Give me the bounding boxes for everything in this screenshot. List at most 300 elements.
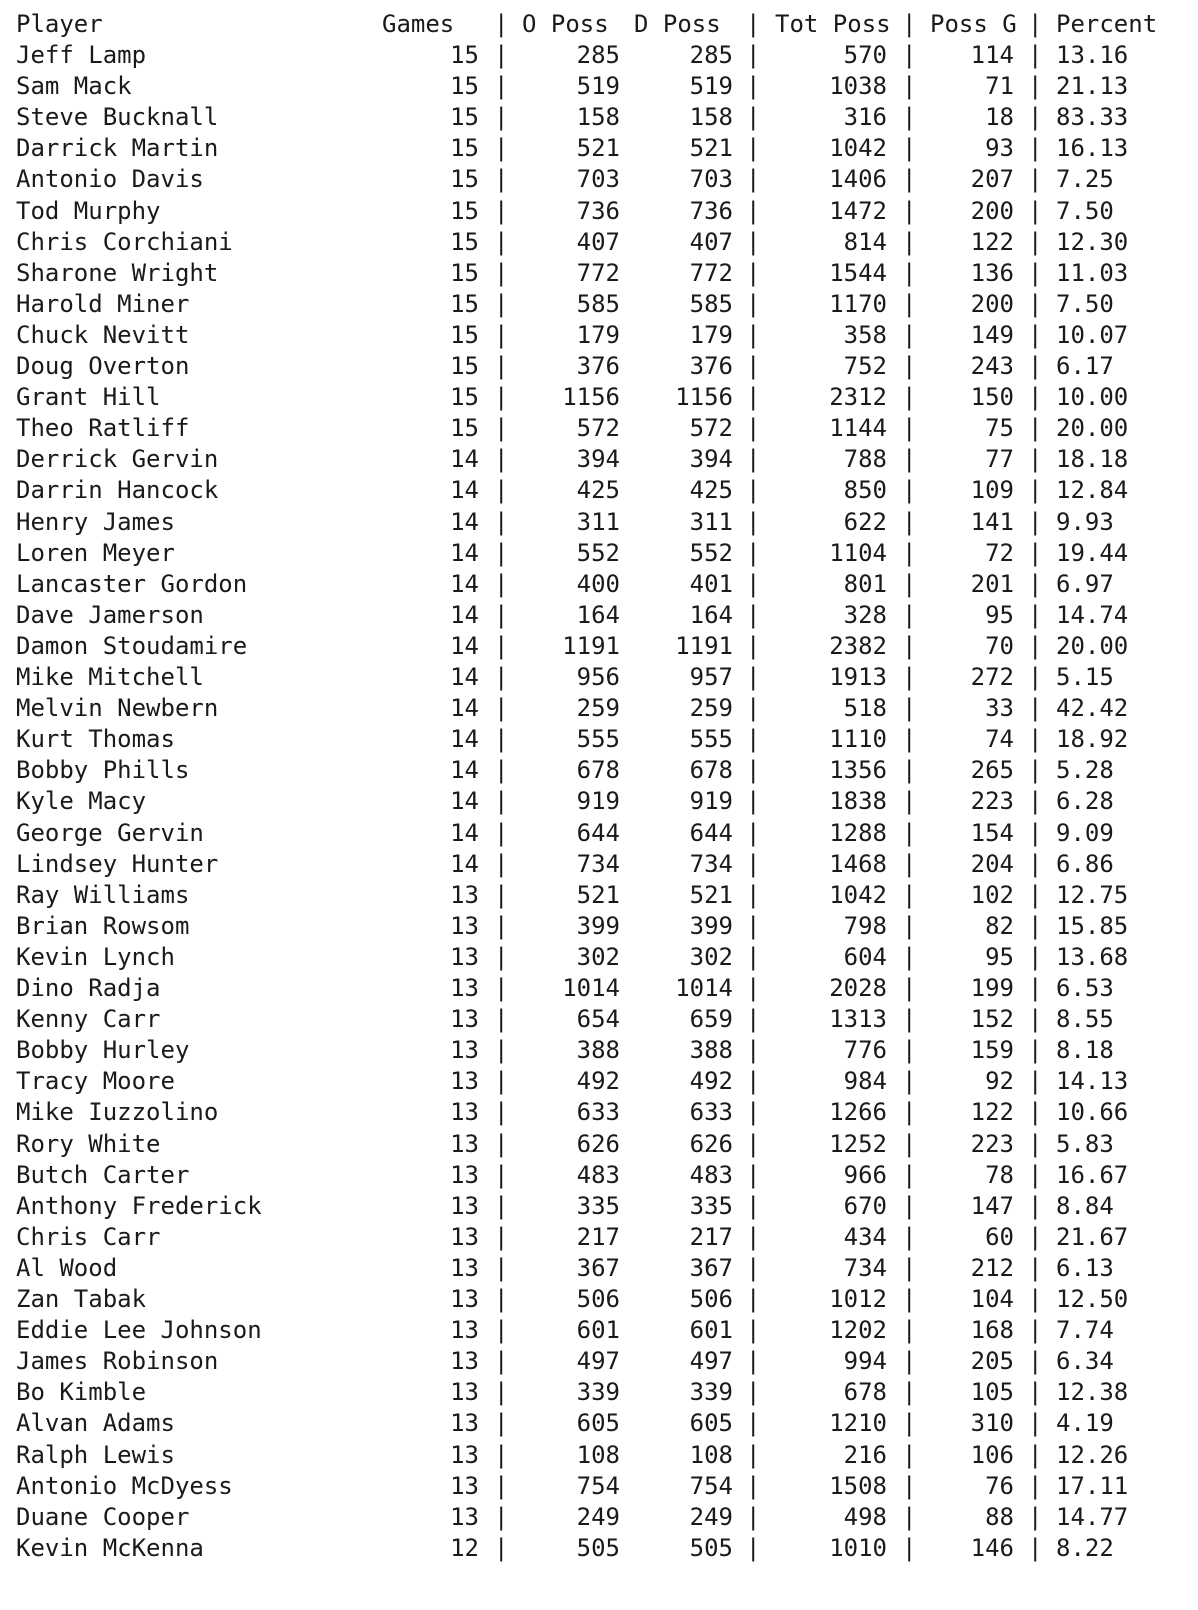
o-poss-value: 388 (576, 1036, 620, 1065)
column-separator: | (902, 103, 917, 132)
column-separator: | (494, 1409, 509, 1438)
column-separator: | (1028, 1129, 1043, 1158)
o-poss-value: 585 (576, 289, 620, 318)
column-separator: | (746, 414, 761, 443)
column-separator: | (494, 383, 509, 412)
table-row (0, 1377, 1198, 1408)
games-value: 14 (450, 725, 479, 754)
column-separator: | (1028, 258, 1043, 287)
percent-value: 7.50 (1056, 289, 1114, 318)
column-separator: | (1028, 1160, 1043, 1189)
player-name: Alvan Adams (16, 1409, 175, 1438)
table-row (0, 755, 1198, 786)
table-row (0, 849, 1198, 880)
tot-poss-value: 1288 (829, 818, 887, 847)
d-poss-value: 572 (689, 414, 733, 443)
d-poss-value: 957 (689, 663, 733, 691)
column-separator: | (494, 1005, 509, 1034)
percent-value: 8.18 (1056, 1036, 1114, 1065)
column-separator: | (1028, 41, 1043, 69)
column-separator: | (1028, 1005, 1043, 1034)
o-poss-value: 285 (576, 41, 620, 69)
column-separator: | (494, 756, 509, 785)
d-poss-value: 285 (689, 41, 733, 69)
games-value: 15 (450, 289, 479, 318)
player-name: Brian Rowsom (16, 911, 190, 940)
table-row (0, 569, 1198, 600)
column-separator: | (902, 694, 917, 723)
percent-value: 8.84 (1056, 1191, 1114, 1220)
d-poss-value: 311 (689, 507, 733, 536)
tot-poss-value: 328 (843, 600, 887, 629)
table-row (0, 818, 1198, 849)
player-name: Jeff Lamp (16, 41, 147, 69)
o-poss-value: 158 (576, 103, 620, 132)
percent-value: 6.28 (1056, 787, 1114, 816)
tot-poss-value: 1468 (829, 849, 887, 878)
column-separator: | (746, 1316, 761, 1345)
column-separator: | (746, 787, 761, 816)
o-poss-value: 376 (576, 352, 620, 380)
column-separator: | (902, 1098, 917, 1127)
player-name: Henry James (16, 507, 175, 536)
games-value: 14 (450, 476, 479, 505)
table-row (0, 942, 1198, 973)
column-separator: | (494, 103, 509, 132)
poss-g-value: 205 (970, 1347, 1014, 1376)
games-value: 13 (450, 1129, 479, 1158)
player-name: Damon Stoudamire (16, 631, 248, 660)
column-separator: | (494, 445, 509, 474)
column-separator: | (494, 631, 509, 660)
column-separator: | (902, 1533, 917, 1562)
percent-value: 10.00 (1056, 383, 1129, 412)
column-separator: | (1028, 383, 1043, 412)
games-value: 15 (450, 320, 479, 349)
table-row (0, 1471, 1198, 1502)
o-poss-value: 919 (576, 787, 620, 816)
column-separator: | (746, 818, 761, 847)
tot-poss-value: 670 (843, 1191, 887, 1220)
column-separator: | (746, 476, 761, 505)
d-poss-value: 626 (689, 1129, 733, 1158)
percent-value: 12.75 (1056, 880, 1129, 909)
column-separator: | (494, 1160, 509, 1189)
column-separator: | (1028, 880, 1043, 909)
tot-poss-value: 801 (843, 569, 887, 598)
column-separator: | (494, 507, 509, 536)
d-poss-value: 659 (689, 1005, 733, 1034)
tot-poss-value: 498 (843, 1502, 887, 1531)
column-separator: | (494, 289, 509, 318)
percent-value: 21.67 (1056, 1222, 1129, 1251)
o-poss-value: 339 (576, 1378, 620, 1407)
column-separator: | (494, 1378, 509, 1407)
table-row (0, 102, 1198, 133)
games-value: 12 (450, 1533, 479, 1562)
player-name: Loren Meyer (16, 538, 175, 567)
table-row (0, 320, 1198, 351)
o-poss-value: 497 (576, 1347, 620, 1376)
player-name: Theo Ratliff (16, 414, 190, 443)
tot-poss-value: 984 (843, 1067, 887, 1096)
column-separator: | (494, 1253, 509, 1282)
column-separator: | (746, 1253, 761, 1282)
column-separator: | (1028, 756, 1043, 785)
percent-value: 20.00 (1056, 414, 1129, 443)
column-separator: | (902, 1067, 917, 1096)
tot-poss-value: 850 (843, 476, 887, 505)
o-poss-value: 633 (576, 1098, 620, 1127)
player-name: George Gervin (16, 818, 204, 847)
tot-poss-value: 570 (843, 41, 887, 69)
games-value: 13 (450, 880, 479, 909)
poss-g-value: 204 (970, 849, 1014, 878)
tot-poss-value: 2382 (829, 631, 887, 660)
column-separator: | (746, 1005, 761, 1034)
games-value: 14 (450, 445, 479, 474)
d-poss-value: 772 (689, 258, 733, 287)
percent-value: 5.28 (1056, 756, 1114, 785)
poss-g-value: 150 (970, 383, 1014, 412)
column-separator: | (746, 1191, 761, 1220)
column-separator: | (494, 818, 509, 847)
column-separator: | (494, 600, 509, 629)
tot-poss-value: 1038 (829, 72, 887, 101)
table-row (0, 444, 1198, 475)
percent-value: 8.55 (1056, 1005, 1114, 1034)
games-value: 15 (450, 383, 479, 412)
column-separator: | (902, 1253, 917, 1282)
column-separator: | (1028, 1502, 1043, 1531)
player-name: Melvin Newbern (16, 694, 219, 723)
column-separator: | (902, 725, 917, 754)
percent-value: 7.50 (1056, 196, 1114, 225)
column-separator: | (494, 1316, 509, 1345)
column-separator: | (746, 631, 761, 660)
column-separator: | (746, 1502, 761, 1531)
column-separator: | (902, 818, 917, 847)
table-row (0, 1284, 1198, 1315)
column-separator: | (1028, 227, 1043, 256)
column-separator: | (1028, 445, 1043, 474)
d-poss-value: 555 (689, 725, 733, 754)
column-separator: | (902, 134, 917, 163)
column-separator: | (902, 538, 917, 567)
column-separator: | (902, 1440, 917, 1469)
player-name: Eddie Lee Johnson (16, 1316, 262, 1345)
tot-poss-value: 1110 (829, 725, 887, 754)
o-poss-value: 425 (576, 476, 620, 505)
o-poss-value: 179 (576, 320, 620, 349)
column-separator: | (1028, 289, 1043, 318)
games-value: 15 (450, 41, 479, 69)
player-name: Dave Jamerson (16, 600, 204, 629)
tot-poss-value: 316 (843, 103, 887, 132)
header-tot-poss: Tot Poss (775, 10, 891, 38)
d-poss-value: 1191 (675, 631, 733, 660)
table-row (0, 413, 1198, 444)
percent-value: 9.09 (1056, 818, 1114, 847)
d-poss-value: 552 (689, 538, 733, 567)
player-name: Butch Carter (16, 1160, 190, 1189)
column-separator: | (746, 756, 761, 785)
percent-value: 8.22 (1056, 1533, 1114, 1562)
tot-poss-value: 1544 (829, 258, 887, 287)
column-separator: | (1028, 1471, 1043, 1500)
poss-g-value: 141 (970, 507, 1014, 536)
o-poss-value: 956 (576, 663, 620, 691)
table-row (0, 507, 1198, 538)
column-separator: | (494, 320, 509, 349)
tot-poss-value: 1313 (829, 1005, 887, 1034)
percent-value: 16.13 (1056, 134, 1129, 163)
column-separator: | (1028, 538, 1043, 567)
o-poss-value: 601 (576, 1316, 620, 1345)
column-separator: | (1028, 600, 1043, 629)
d-poss-value: 585 (689, 289, 733, 318)
player-name: Mike Mitchell (16, 663, 204, 691)
d-poss-value: 483 (689, 1160, 733, 1189)
d-poss-value: 399 (689, 911, 733, 940)
percent-value: 17.11 (1056, 1471, 1129, 1500)
o-poss-value: 399 (576, 911, 620, 940)
tot-poss-value: 1838 (829, 787, 887, 816)
column-separator: | (1028, 352, 1043, 380)
games-value: 13 (450, 974, 479, 1002)
percent-value: 5.15 (1056, 663, 1114, 691)
games-value: 13 (450, 1285, 479, 1313)
games-value: 13 (450, 1347, 479, 1376)
o-poss-value: 302 (576, 942, 620, 971)
d-poss-value: 164 (689, 600, 733, 629)
column-separator: | (902, 196, 917, 225)
o-poss-value: 108 (576, 1440, 620, 1469)
o-poss-value: 483 (576, 1160, 620, 1189)
column-separator: | (494, 1222, 509, 1251)
column-separator: | (1028, 72, 1043, 101)
games-value: 13 (450, 1502, 479, 1531)
games-value: 15 (450, 165, 479, 194)
column-separator: | (746, 725, 761, 754)
table-row (0, 662, 1198, 693)
o-poss-value: 605 (576, 1409, 620, 1438)
player-name: Al Wood (16, 1253, 118, 1282)
player-name: Anthony Frederick (16, 1191, 262, 1220)
column-separator: | (902, 258, 917, 287)
player-name: Antonio McDyess (16, 1471, 233, 1500)
column-separator: | (1028, 1347, 1043, 1376)
poss-g-value: 60 (985, 1222, 1014, 1251)
tot-poss-value: 966 (843, 1160, 887, 1189)
percent-value: 15.85 (1056, 911, 1129, 940)
tot-poss-value: 434 (843, 1222, 887, 1251)
column-separator: | (902, 1129, 917, 1158)
column-separator: | (902, 1502, 917, 1531)
column-separator: | (494, 911, 509, 940)
player-name: Kyle Macy (16, 787, 147, 816)
percent-value: 14.13 (1056, 1067, 1129, 1096)
percent-value: 42.42 (1056, 694, 1129, 723)
o-poss-value: 505 (576, 1533, 620, 1562)
column-separator: | (902, 756, 917, 785)
column-separator: | (902, 320, 917, 349)
o-poss-value: 772 (576, 258, 620, 287)
column-separator: | (494, 880, 509, 909)
poss-g-value: 207 (970, 165, 1014, 194)
d-poss-value: 492 (689, 1067, 733, 1096)
column-separator: | (494, 1347, 509, 1376)
percent-value: 12.84 (1056, 476, 1129, 505)
column-separator: | (1028, 1222, 1043, 1251)
d-poss-value: 505 (689, 1533, 733, 1562)
games-value: 14 (450, 818, 479, 847)
percent-value: 6.17 (1056, 352, 1114, 380)
games-value: 14 (450, 600, 479, 629)
column-separator: | (1028, 196, 1043, 225)
column-separator: | (902, 600, 917, 629)
tot-poss-value: 776 (843, 1036, 887, 1065)
player-name: Ray Williams (16, 880, 190, 909)
o-poss-value: 407 (576, 227, 620, 256)
column-separator: | (494, 538, 509, 567)
player-name: Grant Hill (16, 383, 161, 412)
percent-value: 12.30 (1056, 227, 1129, 256)
column-separator: | (746, 227, 761, 256)
percent-value: 6.34 (1056, 1347, 1114, 1376)
games-value: 13 (450, 1316, 479, 1345)
column-separator: | (1028, 631, 1043, 660)
header-o-poss: O Poss (522, 10, 609, 38)
column-separator: | (494, 196, 509, 225)
column-separator: | (1028, 1191, 1043, 1220)
poss-g-value: 72 (985, 538, 1014, 567)
column-separator: | (902, 1471, 917, 1500)
poss-g-value: 104 (970, 1285, 1014, 1313)
games-value: 15 (450, 227, 479, 256)
column-separator: | (746, 10, 761, 38)
column-separator: | (1028, 974, 1043, 1002)
tot-poss-value: 604 (843, 942, 887, 971)
column-separator: | (746, 1036, 761, 1065)
d-poss-value: 601 (689, 1316, 733, 1345)
table-row (0, 133, 1198, 164)
d-poss-value: 108 (689, 1440, 733, 1469)
d-poss-value: 425 (689, 476, 733, 505)
games-value: 13 (450, 1222, 479, 1251)
column-separator: | (746, 600, 761, 629)
column-separator: | (746, 849, 761, 878)
column-separator: | (1028, 103, 1043, 132)
percent-value: 13.16 (1056, 41, 1129, 69)
column-separator: | (746, 1098, 761, 1127)
d-poss-value: 506 (689, 1285, 733, 1313)
player-name: Dino Radja (16, 974, 161, 1002)
column-separator: | (494, 476, 509, 505)
column-separator: | (494, 72, 509, 101)
o-poss-value: 644 (576, 818, 620, 847)
tot-poss-value: 358 (843, 320, 887, 349)
table-row (0, 289, 1198, 320)
d-poss-value: 519 (689, 72, 733, 101)
poss-g-value: 82 (985, 911, 1014, 940)
column-separator: | (1028, 1316, 1043, 1345)
column-separator: | (746, 1129, 761, 1158)
column-separator: | (902, 1316, 917, 1345)
games-value: 14 (450, 569, 479, 598)
player-name: Harold Miner (16, 289, 190, 318)
player-name: Rory White (16, 1129, 161, 1158)
games-value: 13 (450, 942, 479, 971)
player-name: Darrin Hancock (16, 476, 219, 505)
games-value: 13 (450, 1067, 479, 1096)
table-row (0, 1004, 1198, 1035)
games-value: 15 (450, 258, 479, 287)
column-separator: | (746, 289, 761, 318)
poss-g-value: 92 (985, 1067, 1014, 1096)
column-separator: | (494, 849, 509, 878)
table-row (0, 973, 1198, 1004)
percent-value: 14.77 (1056, 1502, 1129, 1531)
o-poss-value: 492 (576, 1067, 620, 1096)
column-separator: | (1028, 569, 1043, 598)
header-player: Player (16, 10, 103, 38)
o-poss-value: 367 (576, 1253, 620, 1282)
tot-poss-value: 1472 (829, 196, 887, 225)
o-poss-value: 506 (576, 1285, 620, 1313)
table-row (0, 880, 1198, 911)
header-games: Games (382, 10, 455, 38)
tot-poss-value: 1406 (829, 165, 887, 194)
table-row (0, 382, 1198, 413)
column-separator: | (746, 1471, 761, 1500)
column-separator: | (494, 1533, 509, 1562)
table-row (0, 1160, 1198, 1191)
column-separator: | (902, 880, 917, 909)
games-value: 14 (450, 694, 479, 723)
table-row (0, 1502, 1198, 1533)
tot-poss-value: 1010 (829, 1533, 887, 1562)
column-separator: | (746, 569, 761, 598)
column-separator: | (746, 663, 761, 691)
player-name: Chuck Nevitt (16, 320, 190, 349)
poss-g-value: 223 (970, 1129, 1014, 1158)
column-separator: | (902, 911, 917, 940)
d-poss-value: 401 (689, 569, 733, 598)
games-value: 13 (450, 1036, 479, 1065)
d-poss-value: 394 (689, 445, 733, 474)
poss-g-value: 122 (970, 1098, 1014, 1127)
tot-poss-value: 752 (843, 352, 887, 380)
tot-poss-value: 1913 (829, 663, 887, 691)
table-row (0, 227, 1198, 258)
d-poss-value: 703 (689, 165, 733, 194)
column-separator: | (902, 507, 917, 536)
table-row (0, 1440, 1198, 1471)
d-poss-value: 302 (689, 942, 733, 971)
o-poss-value: 736 (576, 196, 620, 225)
table-row (0, 475, 1198, 506)
table-row (0, 911, 1198, 942)
column-separator: | (494, 663, 509, 691)
poss-g-value: 272 (970, 663, 1014, 691)
poss-g-value: 95 (985, 942, 1014, 971)
player-name: Kevin Lynch (16, 942, 175, 971)
percent-value: 12.38 (1056, 1378, 1129, 1407)
tot-poss-value: 1202 (829, 1316, 887, 1345)
column-separator: | (746, 383, 761, 412)
column-separator: | (1028, 694, 1043, 723)
